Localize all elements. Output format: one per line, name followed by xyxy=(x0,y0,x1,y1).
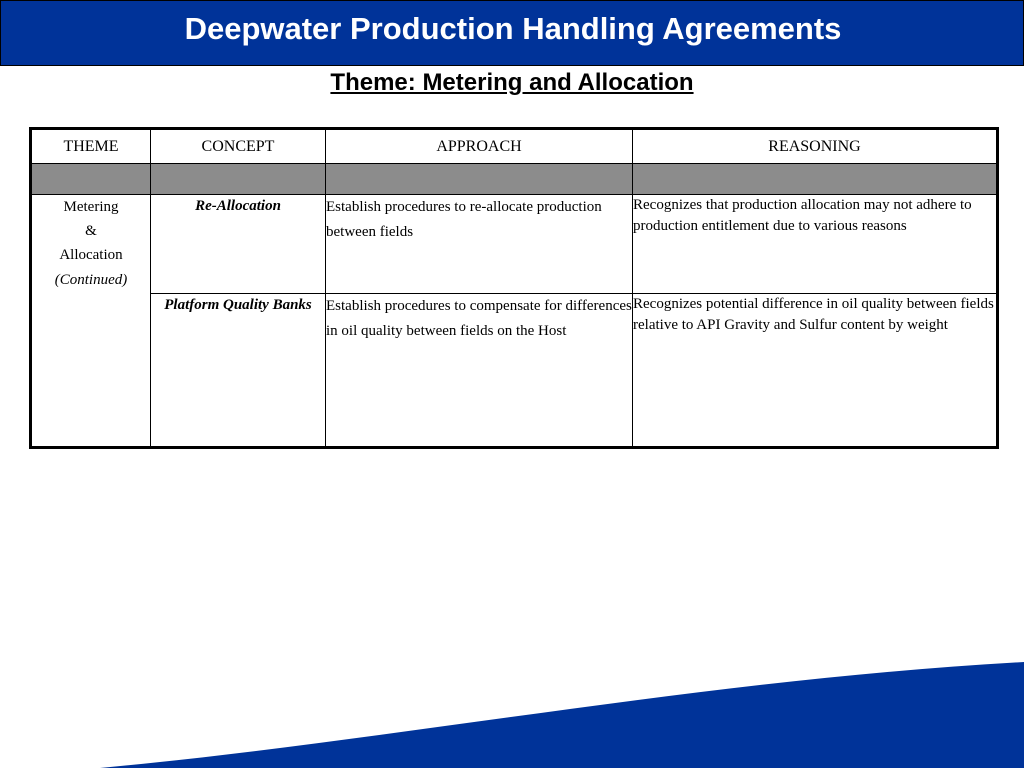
theme-line: Metering xyxy=(63,199,119,215)
theme-line: Allocation xyxy=(59,247,123,263)
reasoning-cell: Recognizes potential difference in oil quality between fields relative to API Gravity and Sulfur content by weight xyxy=(633,294,998,448)
theme-line: & xyxy=(85,223,97,239)
column-header-approach: APPROACH xyxy=(326,129,633,164)
column-header-concept: CONCEPT xyxy=(151,129,326,164)
column-header-theme: THEME xyxy=(31,129,151,164)
page-title: Deepwater Production Handling Agreements xyxy=(184,11,842,46)
reasoning-cell: Recognizes that production allocation may not adhere to production entitlement due to various reasons xyxy=(633,195,998,294)
concept-cell: Re-Allocation xyxy=(151,195,326,294)
concept-cell: Platform Quality Banks xyxy=(151,294,326,448)
theme-continued-note: (Continued) xyxy=(54,272,128,288)
approach-cell: Establish procedures to compensate for differences in oil quality between fields on the Host xyxy=(326,294,633,448)
swoosh-shape xyxy=(100,662,1024,768)
approach-cell: Establish procedures to re-allocate production between fields xyxy=(326,195,633,294)
column-header-reasoning: REASONING xyxy=(633,129,998,164)
slide-subtitle: Theme: Metering and Allocation xyxy=(330,69,694,96)
